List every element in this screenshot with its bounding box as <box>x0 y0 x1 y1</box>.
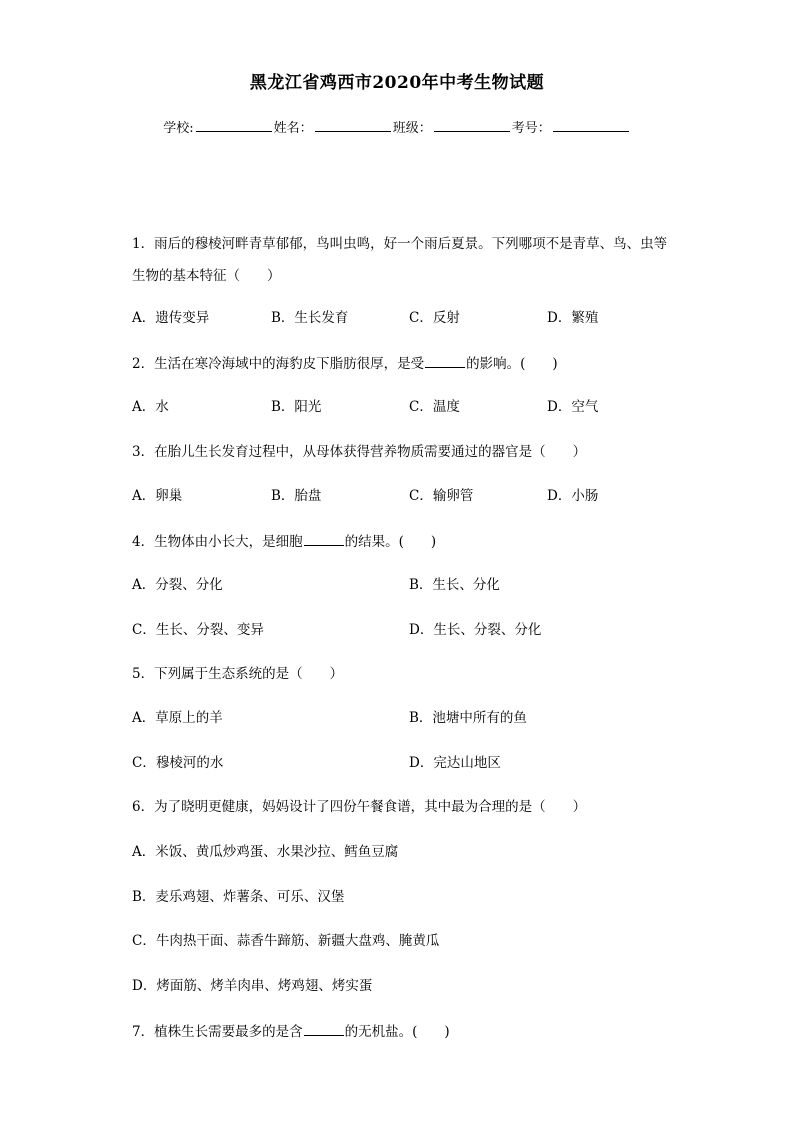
question-3: 3．在胎儿生长发育过程中，从母体获得营养物质需要通过的器官是（ ） <box>132 444 587 460</box>
option-1c[interactable]: C．反射 <box>409 310 460 326</box>
option-4c[interactable]: C．生长、分裂、变异 <box>132 622 264 638</box>
question-2-blank <box>425 353 465 368</box>
option-2b[interactable]: B．阳光 <box>271 399 322 415</box>
option-5c[interactable]: C．穆棱河的水 <box>132 755 224 771</box>
option-6d[interactable]: D．烤面筋、烤羊肉串、烤鸡翅、烤实蛋 <box>132 978 373 994</box>
question-7-text-b: 的无机盐。( ) <box>344 1024 450 1040</box>
question-7 <box>132 1021 672 1042</box>
school-blank[interactable] <box>196 118 272 132</box>
question-2-text-b: 的影响。( ) <box>466 356 558 372</box>
option-6a[interactable]: A．米饭、黄瓜炒鸡蛋、水果沙拉、鳕鱼豆腐 <box>132 844 399 860</box>
question-4-blank <box>304 531 344 546</box>
question-4-text-b: 的结果。( ) <box>344 534 437 550</box>
option-2c[interactable]: C．温度 <box>409 399 460 415</box>
question-7-blank <box>304 1021 344 1036</box>
class-label: 班级： <box>392 121 432 136</box>
option-2d[interactable]: D．空气 <box>547 399 599 415</box>
question-2 <box>132 353 672 374</box>
option-4b[interactable]: B．生长、分化 <box>409 577 500 593</box>
class-blank[interactable] <box>434 118 510 132</box>
question-6: 6．为了晓明更健康，妈妈设计了四份午餐食谱，其中最为合理的是（ ） <box>132 799 587 815</box>
option-4a[interactable]: A．分裂、分化 <box>132 577 223 593</box>
option-6c[interactable]: C．牛肉热干面、蒜香牛蹄筋、新疆大盘鸡、腌黄瓜 <box>132 933 440 949</box>
option-3d[interactable]: D．小肠 <box>547 488 599 504</box>
page-title: 黑龙江省鸡西市2020年中考生物试题 <box>249 73 545 93</box>
option-1b[interactable]: B．生长发育 <box>271 310 349 326</box>
question-2-text-a: 2．生活在寒冷海域中的海豹皮下脂肪很厚，是受 <box>132 356 425 372</box>
question-5: 5．下列属于生态系统的是（ ） <box>132 666 344 682</box>
option-5a[interactable]: A．草原上的羊 <box>132 710 223 726</box>
exam-number-blank[interactable] <box>553 118 629 132</box>
option-1a[interactable]: A．遗传变异 <box>132 310 210 326</box>
question-4 <box>132 531 672 552</box>
option-4d[interactable]: D．生长、分裂、分化 <box>409 622 542 638</box>
option-6b[interactable]: B．麦乐鸡翅、炸薯条、可乐、汉堡 <box>132 889 345 905</box>
option-3b[interactable]: B．胎盘 <box>271 488 322 504</box>
question-4-text-a: 4．生物体由小长大，是细胞 <box>132 534 303 550</box>
option-2a[interactable]: A．水 <box>132 399 169 415</box>
option-5d[interactable]: D．完达山地区 <box>409 755 501 771</box>
option-3a[interactable]: A．卵巢 <box>132 488 183 504</box>
name-blank[interactable] <box>315 118 391 132</box>
student-info-line <box>0 118 794 138</box>
option-3c[interactable]: C．输卵管 <box>409 488 474 504</box>
school-label: 学校: <box>163 121 194 136</box>
name-label: 姓名： <box>273 121 313 136</box>
question-7-text-a: 7．植株生长需要最多的是含 <box>132 1024 303 1040</box>
exam-number-label: 考号： <box>511 121 551 136</box>
question-1: 1．雨后的穆棱河畔青草郁郁，鸟叫虫鸣，好一个雨后夏景。下列哪项不是青草、鸟、虫等生物的基本特征（ ） <box>132 236 668 284</box>
option-5b[interactable]: B．池塘中所有的鱼 <box>409 710 527 726</box>
option-1d[interactable]: D．繁殖 <box>547 310 599 326</box>
